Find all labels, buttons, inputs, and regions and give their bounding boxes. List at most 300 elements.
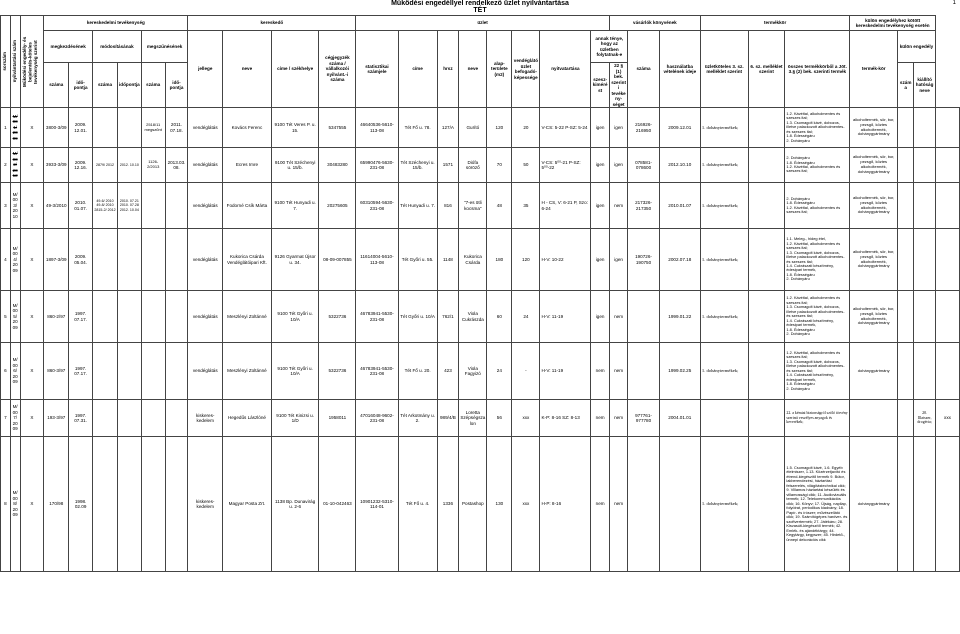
- group-kulon: külön engedélyhez kötött kereskedelmi tevékenység esetén: [850, 16, 936, 31]
- cell-cegj: 5322736: [319, 343, 356, 400]
- col-megkezdes: megkezdésének: [44, 31, 93, 63]
- cell-termekkor: [898, 343, 914, 400]
- cell-megk-szama: 3933-3/09: [44, 148, 69, 183]
- cell-uzlet-neve: Loretta Szépségszalon: [459, 400, 487, 437]
- col-megsz-szama: száma: [141, 63, 165, 108]
- cell-mukodesi: X: [20, 148, 44, 183]
- cell-megsz-ido: [165, 229, 188, 291]
- cell-jot: alkoholtermék, sör, bor, pezsgő, köztes alkoholtermék, dohánygyártmány: [850, 148, 898, 183]
- cell-befog: xxx: [512, 400, 540, 437]
- cell-neve: Kovács Ferenc: [223, 108, 272, 148]
- cell-vk-szama: [628, 437, 659, 572]
- cell-megk-ido: 1998. 02.09: [69, 437, 93, 572]
- cell-uzlet-neve: Kukorica Csárda: [459, 229, 487, 291]
- col-szeszkim: szesz-kimérést: [591, 63, 610, 108]
- cell-uzlet-neve: "7-es ötli kocsma": [459, 183, 487, 229]
- cell-kul-szama: [914, 148, 936, 183]
- cell-stat: 60310594-5630-231-08: [356, 183, 398, 229]
- cell-megk-ido: 2009. 12.16.: [69, 148, 93, 183]
- cell-kul-szama: [914, 108, 936, 148]
- cell-mod-szama: 49-6/ 2010 49-8/ 2010 2815-2/ 2012: [93, 183, 118, 229]
- cell-mukodesi: X: [20, 108, 44, 148]
- col-uzletkoteles: üzletköteles 3. sz. melléklet szerint: [700, 31, 748, 108]
- cell-hrsz: 1571: [437, 148, 459, 183]
- col-modositas: módosításának: [93, 31, 142, 63]
- col-osszes: összes termékkörből a Jöt. 3.§ (2) bek. szerinti termék: [785, 31, 850, 108]
- cell-osszes: 2. Dohányáru 1.8. Édességáru 1.2. Kávéital, alkoholmentes és szeszes ital;: [785, 183, 850, 229]
- table-row: [1, 183, 960, 229]
- col-cegjegyzek: cégjegyzék száma / vállalkozói nyilvánt.-i száma: [319, 31, 356, 108]
- col-mukodesi: [20, 16, 44, 108]
- table-row: [1, 108, 960, 148]
- cell-alap: 56: [487, 400, 512, 437]
- cell-megk-szama: 193-3/97: [44, 400, 69, 437]
- cell-cime: 9100 Tét Veres P. u. 15.: [271, 108, 319, 148]
- cell-megsz-szama: [141, 343, 165, 400]
- cell-sz6: [748, 108, 785, 148]
- cell-alap: 130: [487, 437, 512, 572]
- cell-neve: Ecres Imre: [223, 148, 272, 183]
- cell-sz6: [748, 343, 785, 400]
- cell-sz6: [748, 291, 785, 343]
- cell-cegj: 01-10-042463: [319, 437, 356, 572]
- cell-hasznalatba: 1999.02.25: [659, 343, 700, 400]
- cell-szesz: igen: [591, 229, 610, 291]
- cell-hasznalatba: 1999.01.22: [659, 291, 700, 343]
- cell-termekkor: [898, 148, 914, 183]
- cell-mukodesi: X: [20, 400, 44, 437]
- cell-mod-ido: [117, 229, 141, 291]
- col-sorszam: [1, 16, 11, 108]
- cell-alap: 60: [487, 291, 512, 343]
- cell-uzlet-cim: Tét Hunyadi u. 7.: [398, 183, 437, 229]
- cell-uzlet-cim: Tét Fő u. 78.: [398, 108, 437, 148]
- cell-uzletkot: 1. dohánytermékek;: [700, 183, 748, 229]
- cell-nyitva: H-V: 10-22: [540, 229, 591, 291]
- cell-mod-szama: [93, 108, 118, 148]
- cell-termekkor: [898, 291, 914, 343]
- cell-par: nem: [609, 291, 627, 343]
- registry-table: [0, 15, 960, 572]
- cell-jellege: kiskeres-kedelem: [188, 437, 223, 572]
- cell-megk-ido: 1997. 07.17.: [69, 291, 93, 343]
- cell-hasznalatba: [659, 437, 700, 572]
- cell-megk-ido: 2010. 01.07.: [69, 183, 93, 229]
- cell-szesz: igen: [591, 148, 610, 183]
- cell-hrsz: 816: [437, 183, 459, 229]
- cell-vk-szama: 216926-216950: [628, 108, 659, 148]
- cell-kul-szama: 20. Illatszer, drogéria;: [914, 400, 936, 437]
- cell-megsz-szama: 1126-2/2013: [141, 148, 165, 183]
- cell-vk-szama: 977761-977780: [628, 400, 659, 437]
- cell-stat: 46783941-5530-231-08: [356, 291, 398, 343]
- cell-megk-szama: 3800-3/09: [44, 108, 69, 148]
- col-termekkor: termék-kör: [850, 31, 898, 108]
- cell-mod-szama: 2879/ 2012: [93, 148, 118, 183]
- cell-szesz: nem: [591, 400, 610, 437]
- cell-nyitva: H-V: 11-19: [540, 291, 591, 343]
- cell-szesz: igen: [591, 108, 610, 148]
- group-kereskedelmi: kereskedelmi tevékenység: [44, 16, 188, 31]
- cell-jellege: vendéglátás: [188, 229, 223, 291]
- cell-termekkor: [898, 400, 914, 437]
- cell-stat: 65990476-5630-231-08: [356, 148, 398, 183]
- col-megszunes: megszűnésének: [141, 31, 188, 63]
- cell-neve: Magyar Posta Zrt.: [223, 437, 272, 572]
- cell-kiallito: [935, 108, 959, 148]
- cell-nyilv: M/007/ 2009: [10, 400, 20, 437]
- cell-vk-szama: [628, 343, 659, 400]
- cell-osszes: 1.2. Kávéital, alkoholmentes és szeszes ital; 1.3. Csomagolt kávé, dobozos, illetve palackozott alkoholmentes- és szeszes ital; 1.8. Édességáru 2. Dohányáru: [785, 108, 850, 148]
- cell-megk-ido: 2009. 12.01.: [69, 108, 93, 148]
- cell-termekkor: [898, 437, 914, 572]
- cell-nyitva: V-CS: 5-22 P-SZ: 5-24: [540, 108, 591, 148]
- table-row: [1, 229, 960, 291]
- cell-jot: [850, 400, 898, 437]
- cell-stat: 46783941-5530-231-08: [356, 343, 398, 400]
- cell-jot: dohánygyártmány: [850, 343, 898, 400]
- cell-megk-szama: 860-2/97: [44, 291, 69, 343]
- col-jellege: jellege: [188, 31, 223, 108]
- cell-par: nem: [609, 437, 627, 572]
- cell-megk-ido: 1997. 07.31.: [69, 400, 93, 437]
- cell-kiallito: [935, 437, 959, 572]
- cell-par: igen: [609, 229, 627, 291]
- cell-megk-ido: 1997. 07.17.: [69, 343, 93, 400]
- cell-jellege: vendéglátás: [188, 148, 223, 183]
- cell-uzlet-cim: Tét Győri u. 55.: [398, 229, 437, 291]
- cell-megsz-ido: [165, 400, 188, 437]
- cell-vk-szama: 217326-217350: [628, 183, 659, 229]
- cell-uzlet-cim: Tét Fő u. 20.: [398, 343, 437, 400]
- cell-nyitva: H-V: 11-19: [540, 343, 591, 400]
- cell-kiallito: [935, 343, 959, 400]
- cell-megsz-szama: [141, 437, 165, 572]
- cell-vk-szama: 190726-190750: [628, 229, 659, 291]
- cell-kiallito: [935, 291, 959, 343]
- cell-jot: alkoholtermék, sör, bor, pezsgő, köztes alkoholtermék, dohánygyártmány: [850, 183, 898, 229]
- cell-mukodesi: X: [20, 183, 44, 229]
- cell-megk-szama: 860-3/97: [44, 343, 69, 400]
- cell-jot: alkoholtermék, sör, bor, pezsgő, köztes alkoholtermék, dohánygyártmány: [850, 229, 898, 291]
- table-row: [1, 343, 960, 400]
- cell-megsz-szama: 2518/11 megszűnt: [141, 108, 165, 148]
- cell-neve: Meszlényi Zoltánné: [223, 343, 272, 400]
- cell-mod-szama: [93, 400, 118, 437]
- cell-jellege: vendéglátás: [188, 343, 223, 400]
- cell-mod-szama: [93, 437, 118, 572]
- cell-szesz: nem: [591, 437, 610, 572]
- cell-megk-szama: 49-3/2010: [44, 183, 69, 229]
- cell-sz6: [748, 148, 785, 183]
- col-nyitvatartas: nyitvatartása: [540, 31, 591, 108]
- cell-megk-szama: 1897-3/09: [44, 229, 69, 291]
- cell-uzlet-neve: Diófa söröző: [459, 148, 487, 183]
- cell-hasznalatba: 2010.01.07: [659, 183, 700, 229]
- cell-megsz-szama: [141, 291, 165, 343]
- cell-uzletkot: 1. dohánytermékek;: [700, 291, 748, 343]
- cell-sz6: [748, 400, 785, 437]
- cell-alap: 24: [487, 343, 512, 400]
- cell-mod-ido: [117, 108, 141, 148]
- cell-sorszam: 1: [1, 108, 11, 148]
- cell-uzletkot: 1. dohánytermékek;: [700, 108, 748, 148]
- cell-megsz-ido: 2011. 07.18.: [165, 108, 188, 148]
- cell-hrsz: 423: [437, 343, 459, 400]
- page-title: Működési engedéllyel rendelkező üzlet nyilvántartása: [391, 0, 569, 7]
- cell-kul-szama: [914, 343, 936, 400]
- page-number: 1: [952, 0, 956, 6]
- cell-sorszam: 2: [1, 148, 11, 183]
- cell-jellege: vendéglátás: [188, 291, 223, 343]
- cell-nyilv: M/005/ 2009: [10, 291, 20, 343]
- cell-nyitva: K-P: 8-16 SZ: 8-13: [540, 400, 591, 437]
- cell-kul-szama: [914, 437, 936, 572]
- cell-befog: 24: [512, 291, 540, 343]
- cell-megsz-ido: [165, 437, 188, 572]
- table-row: [1, 437, 960, 572]
- cell-megsz-ido: [165, 291, 188, 343]
- cell-alap: 180: [487, 229, 512, 291]
- cell-nyilv: M/001/ 2009: [10, 108, 20, 148]
- cell-mod-ido: [117, 400, 141, 437]
- col-befogado: vendéglátó üzlet befogadó-képessége: [512, 31, 540, 108]
- cell-cime: 9100 Tét Széchenyi u. 15/b.: [271, 148, 319, 183]
- cell-megsz-szama: [141, 183, 165, 229]
- cell-osszes: 1.5. Csomagolt kávé, 1.6. Egyéb élelmiszer, 1.13. Közérzetjavító és étrend-kiegészítő termék 9. Bútor, lakberendezési, háztartási felszerelés, világítástechnikai cikk; 9. Villamos háztartási készülék és villamossági cikk; 11. Audiovizuális termék; 12. Telekommunikációs cikk; 16. Könyv; 17. Újság, napilap, folyóirat, periodikus kiadvány; 18. Papír- és írószer; művészellátó cikk; 19. Számítógépes hardver- és szoftvertermék; 27. Játékáru; 28. Kisvasúti-kiegészítő termék; 42. Emlék- és ajándéktárgy; 44. Kegytárgy, kegyszer; 45. Hirdető-, ünnepi dekorációs cikk: [785, 437, 850, 572]
- group-uzlet: üzlet: [356, 16, 610, 31]
- table-row: [1, 148, 960, 183]
- cell-mukodesi: X: [20, 229, 44, 291]
- cell-megsz-ido: 2013.03. 08.: [165, 148, 188, 183]
- cell-cegj: 08-09-007855: [319, 229, 356, 291]
- cell-par: igen: [609, 148, 627, 183]
- cell-nyilv: M/002/ 2012: [10, 148, 20, 183]
- cell-mukodesi: X: [20, 291, 44, 343]
- cell-alap: 120: [487, 108, 512, 148]
- cell-uzlet-neve: Viola Fagyizó: [459, 343, 487, 400]
- cell-hasznalatba: 2009.12.01: [659, 108, 700, 148]
- cell-mukodesi: X: [20, 343, 44, 400]
- cell-osszes: 2. Dohányáru 1.8. Édességáru 1.2. Kávéital, alkoholmentes és szeszes ital;: [785, 148, 850, 183]
- cell-termekkor: [898, 183, 914, 229]
- cell-sorszam: 6: [1, 343, 11, 400]
- cell-befog: -: [512, 343, 540, 400]
- cell-mod-ido: 2012. 10.10: [117, 148, 141, 183]
- col-statisztikai: statisztikai számjele: [356, 31, 398, 108]
- cell-hasznalatba: 2002.07.18: [659, 229, 700, 291]
- cell-mod-ido: [117, 343, 141, 400]
- cell-nyilv: M/004/ 2009: [10, 229, 20, 291]
- col-kulon-szama: száma: [898, 63, 914, 108]
- cell-uzlet-neve: Postashop: [459, 437, 487, 572]
- cell-uzletkot: 1. dohánytermékek;: [700, 437, 748, 572]
- cell-hasznalatba: 2012.10.10: [659, 148, 700, 183]
- col-kiallito: kiállító hatóság neve: [914, 63, 936, 108]
- col-uzlet-neve: neve: [459, 31, 487, 108]
- group-vasarlok: vásárlók könyvének: [609, 16, 700, 31]
- cell-sz6: [748, 183, 785, 229]
- cell-nyilv: M/006/ 2009: [10, 343, 20, 400]
- cell-cegj: 20275605: [319, 183, 356, 229]
- cell-megsz-szama: [141, 400, 165, 437]
- cell-megk-ido: 2009. 05.04.: [69, 229, 93, 291]
- cell-kiallito: xxx: [935, 400, 959, 437]
- cell-hrsz: 127/A: [437, 108, 459, 148]
- cell-befog: xxx: [512, 437, 540, 572]
- cell-hrsz: 1148: [437, 229, 459, 291]
- cell-cime: 9126 Gyarmat Újsor u. 34.: [271, 229, 319, 291]
- cell-cime: 9100 Tét Kinizsi u. 1/D: [271, 400, 319, 437]
- cell-uzlet-cim: Tét Fő u. 4.: [398, 437, 437, 572]
- col-hasznalatba: használatba vételének ideje: [659, 31, 700, 108]
- col-kulon-engedely: külön engedély: [898, 31, 936, 63]
- cell-jot: dohánygyártmány: [850, 437, 898, 572]
- cell-uzletkot: 1. dohánytermékek;: [700, 343, 748, 400]
- cell-sz6: [748, 437, 785, 572]
- cell-hrsz: 762/1: [437, 291, 459, 343]
- cell-osszes: 1.1. Meleg-, hideg étel, 1.2. Kávéital, alkoholmentes és szeszes ital; 1.3. Csomagolt kávé, dobozos, illetve palackozott alkoholmentes- és szeszes ital; 1.4. Cukrászati készítmény, édesipari termék, 1.8. Édességáru 2. Dohányáru: [785, 229, 850, 291]
- col-cime: címe / székhelye: [271, 31, 319, 108]
- cell-szesz: igen: [591, 183, 610, 229]
- cell-jellege: vendéglátás: [188, 108, 223, 148]
- cell-neve: Fodorné Csík Márta: [223, 183, 272, 229]
- cell-par: nem: [609, 343, 627, 400]
- cell-neve: Hegedűs Lászlóné: [223, 400, 272, 437]
- cell-befog: 120: [512, 229, 540, 291]
- cell-uzletkot: 1. dohánytermékek;: [700, 148, 748, 183]
- col-alapterulet: alap-területe (m2): [487, 31, 512, 108]
- cell-megk-szama: 170/98: [44, 437, 69, 572]
- cell-sorszam: 4: [1, 229, 11, 291]
- cell-cegj: 5347555: [319, 108, 356, 148]
- cell-nyitva: H - CS, V: 6-21 P, Szo: 6-24: [540, 183, 591, 229]
- cell-befog: 20: [512, 108, 540, 148]
- group-kereskedo: kereskedő: [188, 16, 356, 31]
- table-row: [1, 291, 960, 343]
- cell-mod-ido: 2010. 07.21 2010. 07.28 2012. 10.04: [117, 183, 141, 229]
- col-paragrafus: 22 § (1) bek. szerinti tevékeny-séget: [611, 63, 626, 107]
- cell-megsz-szama: [141, 229, 165, 291]
- cell-sorszam: 7: [1, 400, 11, 437]
- cell-termekkor: [898, 108, 914, 148]
- cell-vk-szama: [628, 291, 659, 343]
- cell-szesz: igen: [591, 291, 610, 343]
- col-uzlet-cim: címe: [398, 31, 437, 108]
- cell-stat: 46640536-5610-113-08: [356, 108, 398, 148]
- cell-mukodesi: X: [20, 437, 44, 572]
- cell-osszes: 22. a kémiai biztonságról szóló törvény szerinti veszélyes anyagok és keverékek;: [785, 400, 850, 437]
- col-neve: neve: [223, 31, 272, 108]
- cell-uzletkot: [700, 400, 748, 437]
- cell-par: nem: [609, 400, 627, 437]
- col-sz6: 6. sz. melléklet szerint: [748, 31, 785, 108]
- col-megsz-ido: idő-pontja: [165, 63, 188, 108]
- cell-megsz-ido: [165, 343, 188, 400]
- cell-mod-szama: [93, 291, 118, 343]
- cell-kul-szama: [914, 291, 936, 343]
- cell-cime: 9100 Tét Győri u. 10/A: [271, 291, 319, 343]
- cell-szesz: nem: [591, 343, 610, 400]
- cell-megsz-ido: [165, 183, 188, 229]
- cell-vk-szama: 078581-078600: [628, 148, 659, 183]
- col-megk-szama: száma: [44, 63, 69, 108]
- cell-alap: 48: [487, 183, 512, 229]
- cell-kiallito: [935, 229, 959, 291]
- col-vkonyv-szama: száma: [628, 31, 659, 108]
- cell-jellege: vendéglátás: [188, 183, 223, 229]
- cell-jot: alkoholtermék, sör, bor, pezsgő, köztes alkoholtermék, dohánygyártmány: [850, 108, 898, 148]
- cell-stat: 11614004-5610-113-08: [356, 229, 398, 291]
- cell-sz6: [748, 229, 785, 291]
- cell-befog: 35: [512, 183, 540, 229]
- cell-nyilv: M/003/ 2010: [10, 183, 20, 229]
- cell-hrsz: 1336: [437, 437, 459, 572]
- col-megk-ido: idő-pontja: [69, 63, 93, 108]
- cell-uzlet-cim: Tét Győri u. 10/A: [398, 291, 437, 343]
- col-mod-ido: időpontja: [117, 63, 141, 108]
- page-subtitle: TÉT: [473, 7, 487, 14]
- cell-uzlet-neve: Gurító: [459, 108, 487, 148]
- cell-cegj: 1958011: [319, 400, 356, 437]
- cell-cime: 1138 Bp. Dunavirág u. 2-6: [271, 437, 319, 572]
- cell-kiallito: [935, 148, 959, 183]
- cell-kiallito: [935, 183, 959, 229]
- cell-osszes: 1.2. Kávéital, alkoholmentes és szeszes ital; 1.3. Csomagolt kávé, dobozos, illetve palackozott alkoholmentes- és szeszes ital; 1.4. Cukrászati készítmény, édesipari termék, 1.8. Édességáru 2. Dohányáru: [785, 343, 850, 400]
- cell-nyilv: M/008/ 2009: [10, 437, 20, 572]
- col-hrsz: hrsz: [437, 31, 459, 108]
- cell-jellege: kiskeres-kedelem: [188, 400, 223, 437]
- cell-par: nem: [609, 183, 627, 229]
- table-row: [1, 400, 960, 437]
- cell-uzlet-cim: Tét Széchenyi u. 15/b.: [398, 148, 437, 183]
- cell-hasznalatba: 2004.01.01: [659, 400, 700, 437]
- cell-mod-szama: [93, 343, 118, 400]
- cell-osszes: 1.2. Kávéital, alkoholmentes és szeszes ital; 1.3. Csomagolt kávé, dobozos, illetve palackozott alkoholmentes- és szeszes ital; 1.4. Cukrászati készítmény, édesipari termék, 1.8. Édességáru 2. Dohányáru: [785, 291, 850, 343]
- cell-nyitva: V-CS: 5⁰⁰-21 P-SZ: 5⁰⁰-22: [540, 148, 591, 183]
- cell-sorszam: 5: [1, 291, 11, 343]
- cell-par: igen: [609, 108, 627, 148]
- col-annak: annak ténye, hogy az üzletben folytatnak-e: [591, 31, 628, 63]
- cell-uzletkot: 1. dohánytermékek;: [700, 229, 748, 291]
- cell-cegj: 5322736: [319, 291, 356, 343]
- cell-alap: 70: [487, 148, 512, 183]
- cell-mod-ido: [117, 437, 141, 572]
- cell-mod-szama: [93, 229, 118, 291]
- cell-uzlet-cim: Tét Arkotmány u. 2.: [398, 400, 437, 437]
- cell-mod-ido: [117, 291, 141, 343]
- col-mod-szama: száma: [93, 63, 118, 108]
- cell-termekkor: [898, 229, 914, 291]
- cell-hrsz: 989/4/B: [437, 400, 459, 437]
- cell-sorszam: 8: [1, 437, 11, 572]
- cell-cime: 9100 Tét Győri u. 10/A: [271, 343, 319, 400]
- col-nyilv: [10, 16, 20, 108]
- cell-uzlet-neve: Viola Cukrászda: [459, 291, 487, 343]
- cell-cegj: 30483280: [319, 148, 356, 183]
- cell-befog: 50: [512, 148, 540, 183]
- cell-jot: alkoholtermék, sör, bor, pezsgő, köztes alkoholtermék, dohánygyártmány: [850, 291, 898, 343]
- cell-nyitva: H-P: 8-16: [540, 437, 591, 572]
- cell-stat: 10901232-5310-114-01: [356, 437, 398, 572]
- rotated-header-label: sorszám: [2, 52, 7, 71]
- cell-kul-szama: [914, 229, 936, 291]
- rotated-header-label: Működési engedély- és bejelentés-köteles tevékenység szerint: [21, 36, 38, 87]
- cell-cime: 9100 Tét Hunyadi u. 7.: [271, 183, 319, 229]
- cell-sorszam: 3: [1, 183, 11, 229]
- rotated-header-label: nyilvántartási szám: [11, 40, 17, 83]
- cell-stat: 47016048-9602-231-08: [356, 400, 398, 437]
